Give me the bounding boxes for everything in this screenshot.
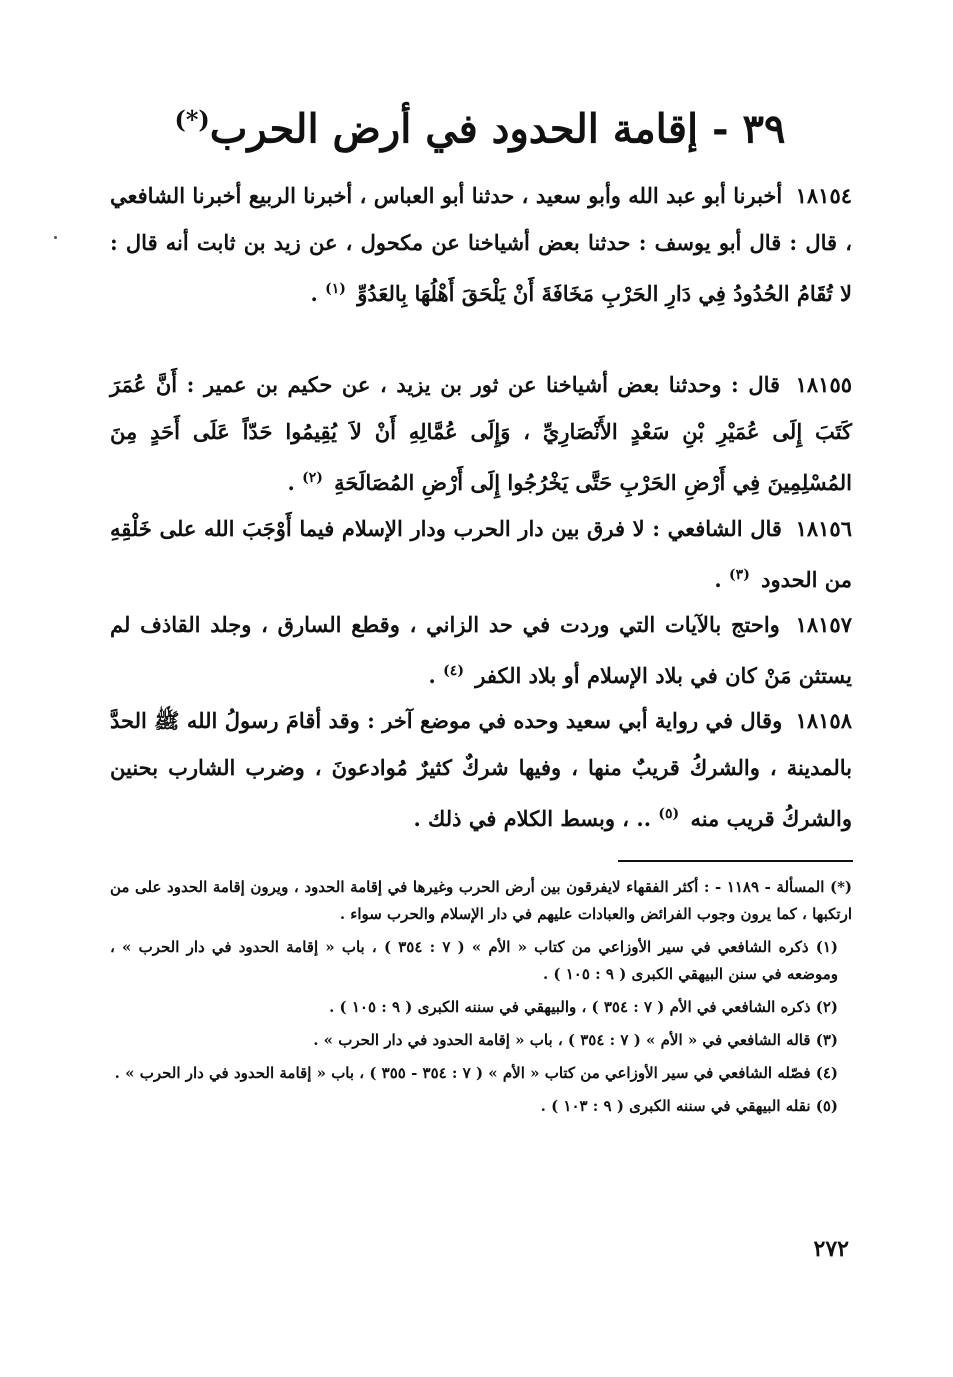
footnote-4: (٤) فصّله الشافعي في سير الأوزاعي من كتاب « الأم » ( ٧ : ٣٥٤ - ٣٥٥ ) ، باب « إقامة الحدود في دار الحرب » .	[114, 1064, 838, 1082]
footnote-reference[interactable]: (٥)	[658, 806, 680, 822]
hadith-paragraph	[110, 361, 852, 506]
chapter-title	[120, 88, 840, 161]
footnote-2: (٢) ذكره الشافعي في الأم ( ٧ : ٣٥٤ ) ، والبيهقي في سننه الكبرى ( ٩ : ١٠٥ ) .	[329, 998, 838, 1016]
scan-speck	[54, 236, 57, 239]
footnote-1: (١) ذكره الشافعي في سير الأوزاعي من كتاب « الأم » ( ٧ : ٣٥٤ ) ، باب « إقامة الحدود في دار الحرب » ، وموضعه في سنن البيهقي الكبرى ( ٩ : ١٠٥ ) .	[110, 938, 838, 983]
chapter-title-footnote-mark: (*)	[174, 105, 210, 134]
footnote-reference[interactable]: (٤)	[443, 663, 464, 679]
paragraph-end: .	[287, 470, 303, 495]
paragraph-end: .. ، وبسط الكلام في ذلك .	[413, 806, 659, 831]
footnote-reference[interactable]: (٢)	[302, 470, 323, 486]
paragraph-text: واحتج بالآيات التي وردت في حد الزاني ، وقطع السارق ، وجلد القاذف لم يستثن مَنْ كان في بلاد الإسلام أو بلاد الكفر	[110, 612, 852, 688]
footnote-star: (*) المسألة - ١١٨٩ - : أكثر الفقهاء لايفرقون بين أرض الحرب وغيرها في إقامة الحدود ، ويرون إقامة الحدود على من ارتكبها ، كما يرون وجوب الفرائض والعبادات عليهم في دار الإسلام والحرب سواء .	[110, 878, 853, 923]
paragraph-end: .	[428, 663, 444, 688]
paragraph-text: وقال في رواية أبي سعيد وحده في موضع آخر : وقد أقامَ رسولُ الله ﷺ الحدَّ بالمدينة ، والشركُ قريبٌ منها ، وفيها شركٌ كثيرٌ مُوادعونَ ، وضرب الشارب بحنين والشركُ قريب منه	[110, 708, 852, 831]
paragraph-number: ١٨١٥٧	[795, 612, 852, 637]
chapter-title-text: ٣٩ - إقامة الحدود في أرض الحرب	[209, 105, 786, 153]
page-number: ٢٧٢	[813, 1236, 849, 1262]
paragraph-number: ١٨١٥٥	[795, 372, 853, 397]
paragraph-text: أخبرنا أبو عبد الله وأبو سعيد ، حدثنا أبو العباس ، أخبرنا الربيع أخبرنا الشافعي ، قال : قال أبو يوسف : حدثنا بعض أشياخنا عن مكحول ، عن زيد بن ثابت أنه قال : لا تُقَامُ الحُدُودُ فِي دَارِ الحَرْبِ مَخَافَةَ أَنْ يَلْحَقَ أَهْلُهَا بِالعَدُوِّ	[110, 183, 852, 306]
hadith-paragraph	[110, 172, 852, 317]
footnote-reference[interactable]: (١)	[325, 281, 346, 297]
paragraph-end: .	[310, 281, 326, 306]
paragraph-end: .	[714, 567, 730, 592]
hadith-paragraph	[110, 505, 852, 603]
footnote-5: (٥) نقله البيهقي في سننه الكبرى ( ٩ : ١٠٣ ) .	[540, 1097, 838, 1115]
footnotes-section	[110, 874, 852, 1126]
paragraph-number: ١٨١٥٦	[795, 516, 852, 541]
paragraph-text: قال : وحدثنا بعض أشياخنا عن ثور بن يزيد ، عن حكيم بن عمير : أَنَّ عُمَرَ كَتَبَ إِلَى عُمَيْرِ بْنِ سَعْدٍ الأَنْصَارِيِّ ، وَإِلَى عُمَّالِهِ أَنْ لاَ يُقِيمُوا حَدّاً عَلَى أَحَدٍ مِنَ المُسْلِمِينَ فِي أَرْضِ الحَرْبِ حَتَّى يَخْرُجُوا إِلَى أَرْضِ المُصَالَحَةِ	[110, 372, 852, 495]
hadith-paragraph	[110, 697, 852, 842]
footnote-divider	[618, 860, 853, 862]
footnote-reference[interactable]: (٣)	[729, 567, 750, 583]
paragraph-number: ١٨١٥٤	[795, 183, 853, 208]
footnote-3: (٣) قاله الشافعي في « الأم » ( ٧ : ٣٥٤ ) ، باب « إقامة الحدود في دار الحرب » .	[313, 1031, 838, 1049]
paragraph-text: قال الشافعي : لا فرق بين دار الحرب ودار الإسلام فيما أَوْجَبَ الله على خَلْقِهِ من الحدود	[110, 516, 852, 592]
paragraph-number: ١٨١٥٨	[795, 708, 852, 733]
hadith-paragraph	[110, 601, 852, 699]
